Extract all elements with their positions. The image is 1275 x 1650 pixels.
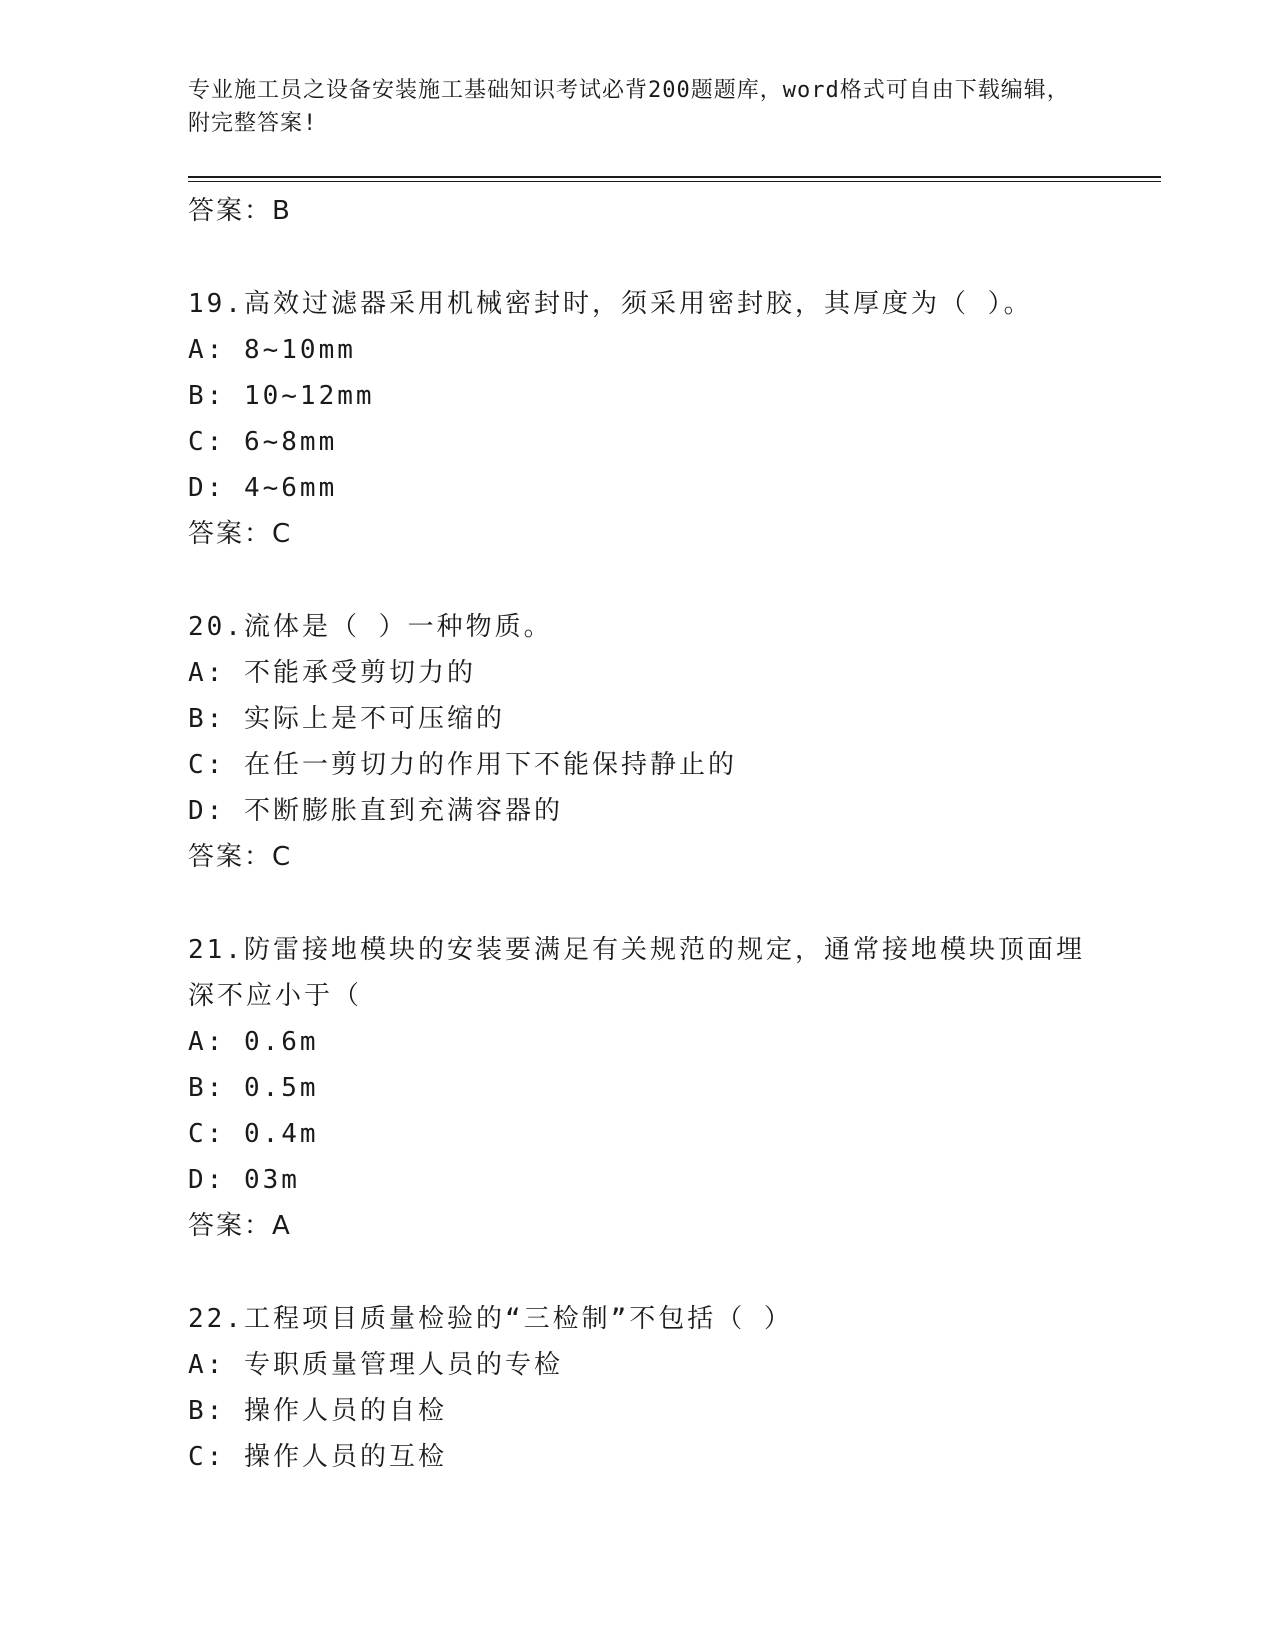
option-19-b: B: 10~12mm bbox=[188, 381, 375, 411]
option-19-c: C: 6~8mm bbox=[188, 427, 338, 457]
question-21: 21.防雷接地模块的安装要满足有关规范的规定，通常接地模块顶面埋深不应小于（ bbox=[188, 935, 1085, 1011]
answer-19: 答案：C bbox=[188, 519, 293, 549]
document-header: 专业施工员之设备安装施工基础知识考试必背200题题库，word格式可自由下载编辑，附完整答案! bbox=[188, 78, 1070, 136]
question-19: 19.高效过滤器采用机械密封时，须采用密封胶，其厚度为（ ）。 bbox=[188, 289, 1033, 319]
question-22: 22.工程项目质量检验的“三检制”不包括（ ） bbox=[188, 1304, 793, 1334]
option-19-a: A: 8~10mm bbox=[188, 335, 356, 365]
option-21-d: D: 03m bbox=[188, 1165, 300, 1195]
option-19-d: D: 4~6mm bbox=[188, 473, 338, 503]
answer-18: 答案：B bbox=[188, 196, 292, 226]
answer-21: 答案：A bbox=[188, 1211, 292, 1241]
option-20-c: C: 在任一剪切力的作用下不能保持静止的 bbox=[188, 750, 737, 780]
option-22-c: C: 操作人员的互检 bbox=[188, 1442, 447, 1472]
option-21-b: B: 0.5m bbox=[188, 1073, 319, 1103]
question-20: 20.流体是（ ）一种物质。 bbox=[188, 612, 553, 642]
header-divider-thin bbox=[188, 181, 1161, 182]
option-20-a: A: 不能承受剪切力的 bbox=[188, 658, 476, 688]
option-22-a: A: 专职质量管理人员的专检 bbox=[188, 1350, 563, 1380]
option-22-b: B: 操作人员的自检 bbox=[188, 1396, 447, 1426]
option-21-c: C: 0.4m bbox=[188, 1119, 319, 1149]
question-list bbox=[188, 188, 1148, 1480]
option-20-d: D: 不断膨胀直到充满容器的 bbox=[188, 796, 563, 826]
header-divider bbox=[188, 176, 1161, 178]
answer-20: 答案：C bbox=[188, 842, 293, 872]
option-20-b: B: 实际上是不可压缩的 bbox=[188, 704, 505, 734]
option-21-a: A: 0.6m bbox=[188, 1027, 319, 1057]
